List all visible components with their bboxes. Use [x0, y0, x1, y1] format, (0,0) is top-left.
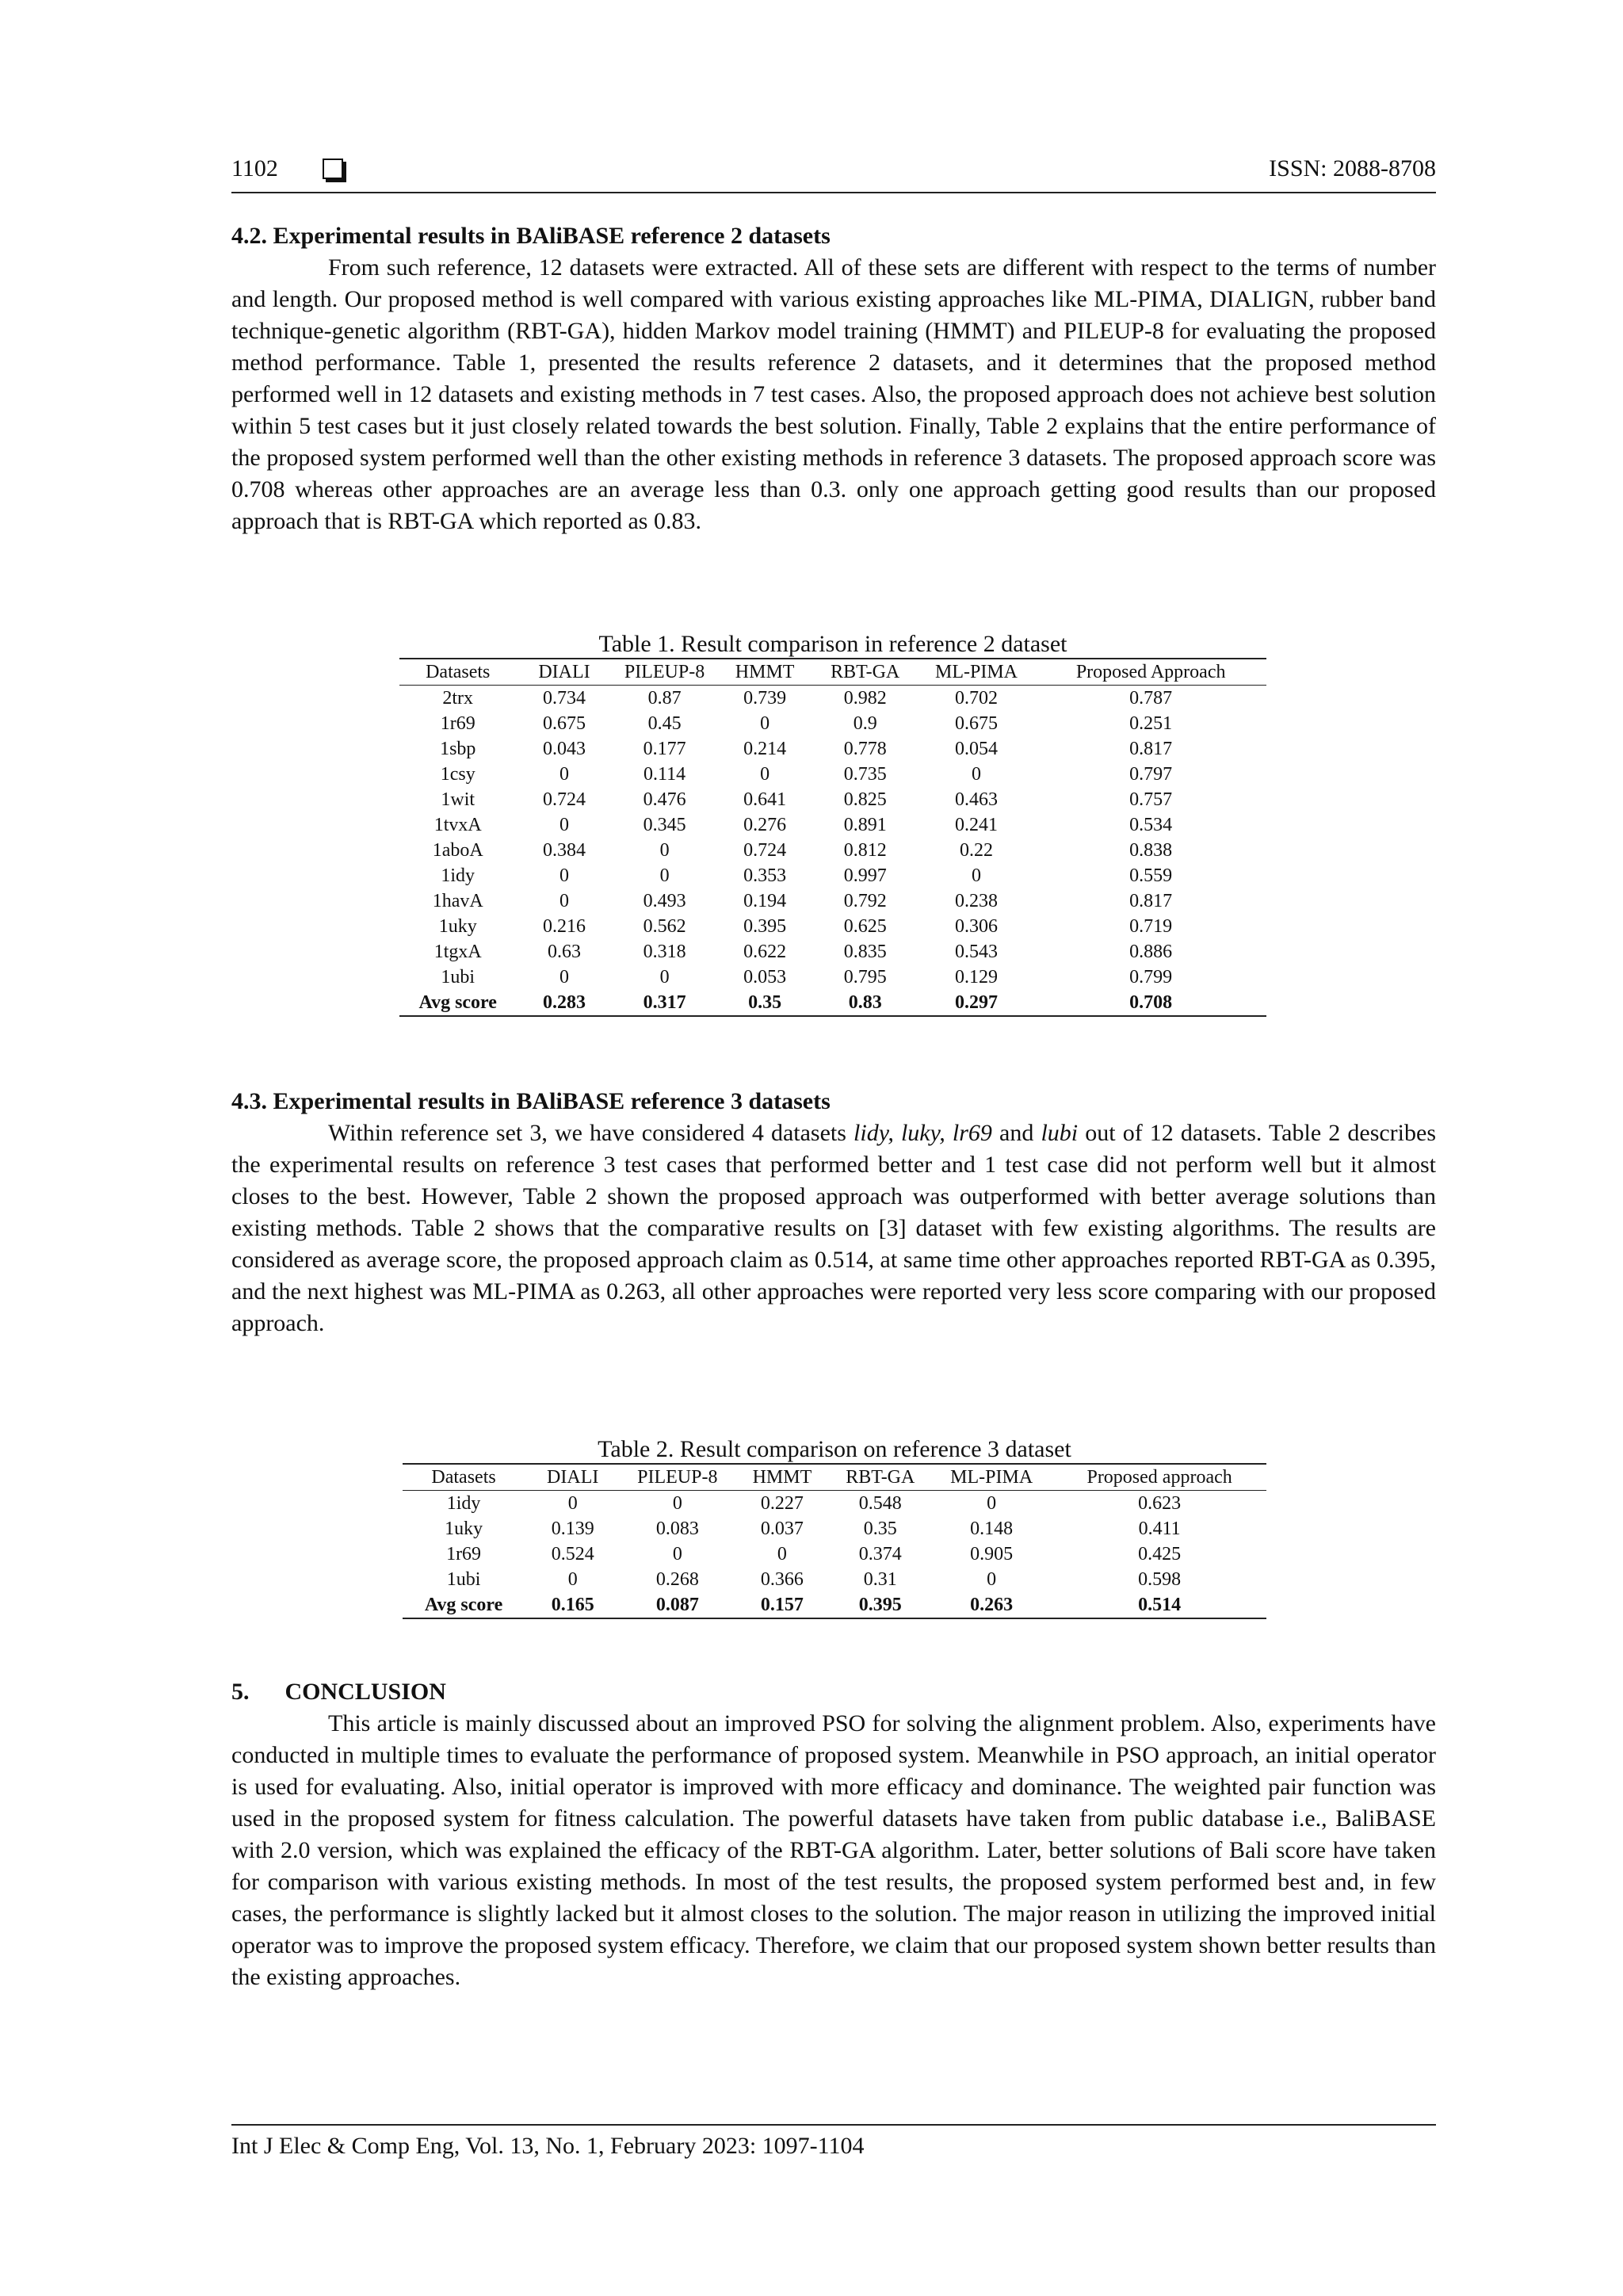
score-cell: 0 — [987, 1493, 997, 1514]
score-cell: 0.817 — [1129, 739, 1173, 759]
score-cell: 0.87 — [647, 688, 682, 709]
score-cell: 0.216 — [543, 916, 586, 937]
dataset-name-cell: 2trx — [442, 688, 474, 709]
average-score-cell: 0.83 — [848, 992, 882, 1013]
score-cell: 0 — [760, 713, 770, 734]
score-cell: 0.35 — [863, 1519, 897, 1539]
score-cell: 0.366 — [760, 1569, 804, 1590]
score-cell: 0.724 — [743, 840, 787, 861]
table-row — [399, 686, 1266, 712]
score-cell: 0.562 — [643, 916, 686, 937]
score-cell: 0.9 — [853, 713, 877, 734]
score-cell: 0.114 — [643, 764, 686, 785]
score-cell: 0.905 — [970, 1544, 1014, 1564]
dataset-name-cell: 1r69 — [440, 713, 475, 734]
score-cell: 0.054 — [955, 739, 998, 759]
score-cell: 0.982 — [843, 688, 887, 709]
average-score-cell: 0.514 — [1138, 1595, 1182, 1615]
score-cell: 0.241 — [955, 815, 998, 835]
average-score-cell: 0.157 — [760, 1595, 804, 1615]
score-cell: 0.45 — [647, 713, 682, 734]
table-1-grid — [399, 658, 1266, 1017]
table-row — [399, 939, 1266, 965]
score-cell: 0.251 — [1129, 713, 1173, 734]
journal-citation: Int J Elec & Comp Eng, Vol. 13, No. 1, February 2023: 1097-1104 — [231, 2133, 865, 2159]
table-row — [403, 1516, 1266, 1541]
score-cell: 0 — [672, 1544, 682, 1564]
score-cell: 0.702 — [955, 688, 998, 709]
score-cell: 0.318 — [643, 942, 686, 962]
table-row — [399, 863, 1266, 888]
table-2 — [403, 1436, 1266, 1619]
score-cell: 0.787 — [1129, 688, 1173, 709]
score-cell: 0.425 — [1138, 1544, 1182, 1564]
score-cell: 0 — [972, 764, 981, 785]
score-cell: 0.838 — [1129, 840, 1173, 861]
average-score-row — [403, 1592, 1266, 1618]
table-2-grid — [403, 1463, 1266, 1619]
score-cell: 0.306 — [955, 916, 998, 937]
score-cell: 0.735 — [843, 764, 887, 785]
score-cell: 0.641 — [743, 789, 787, 810]
score-cell: 0.083 — [655, 1519, 699, 1539]
score-cell: 0.598 — [1138, 1569, 1182, 1590]
score-cell: 0.395 — [743, 916, 787, 937]
dataset-name-cell: 1idy — [441, 865, 475, 886]
dataset-name-cell: 1tgxA — [433, 942, 482, 962]
score-cell: 0.043 — [543, 739, 586, 759]
average-score-cell: 0.283 — [543, 992, 586, 1013]
score-cell: 0.037 — [760, 1519, 804, 1539]
score-cell: 0.792 — [843, 891, 887, 911]
average-score-cell: 0.395 — [858, 1595, 902, 1615]
column-header: PILEUP-8 — [613, 659, 717, 686]
score-cell: 0.625 — [843, 916, 887, 937]
average-score-cell: 0.297 — [955, 992, 998, 1013]
table-row — [399, 838, 1266, 863]
column-header: ML-PIMA — [918, 659, 1036, 686]
square-bullet-icon — [323, 159, 343, 179]
score-cell: 0.345 — [643, 815, 686, 835]
column-header: PILEUP-8 — [621, 1464, 734, 1491]
score-cell: 0.524 — [551, 1544, 594, 1564]
score-cell: 0.543 — [955, 942, 998, 962]
score-cell: 0.411 — [1138, 1519, 1181, 1539]
column-header: ML-PIMA — [930, 1464, 1052, 1491]
score-cell: 0.353 — [743, 865, 787, 886]
average-label-cell: Avg score — [418, 992, 497, 1013]
dataset-name-cell: 1csy — [440, 764, 475, 785]
table-header-row — [399, 659, 1266, 686]
score-cell: 0.374 — [858, 1544, 902, 1564]
column-header: HMMT — [734, 1464, 830, 1491]
score-cell: 0.817 — [1129, 891, 1173, 911]
score-cell: 0.493 — [643, 891, 686, 911]
score-cell: 0.835 — [843, 942, 887, 962]
score-cell: 0.227 — [760, 1493, 804, 1514]
table-row — [403, 1567, 1266, 1592]
score-cell: 0.139 — [551, 1519, 594, 1539]
average-score-cell: 0.263 — [970, 1595, 1014, 1615]
column-header: RBT-GA — [813, 659, 918, 686]
conclusion-paragraph: This article is mainly discussed about an improved PSO for solving the alignment problem. Also, experiments have conducted in multiple times to evaluate the performance of proposed system. Meanwhile in PSO approach, an initial operator is used for evaluating. Also, initial operator is improved with more efficacy and dominance. The weighted pair function was used in the proposed system for fitness calculation. The powerful datasets have taken from public database i.e., BaliBASE with 2.0 version, which was explained the efficacy of the RBT-GA algorithm. Later, better solutions of Bali score have taken for comparison with various existing methods. In most of the test results, the proposed system performed best and, in few cases, the performance is slightly lacked but it almost closes to the solution. The major reason in utilizing the improved initial operator was to improve the proposed system efficacy. Therefore, we claim that our proposed system shown better results than the existing approaches. — [231, 1710, 1436, 1990]
column-header: Datasets — [403, 1464, 525, 1491]
score-cell: 0.534 — [1129, 815, 1173, 835]
column-header: Datasets — [399, 659, 516, 686]
score-cell: 0.778 — [843, 739, 887, 759]
dataset-name-italic: lubi — [1041, 1120, 1079, 1146]
score-cell: 0.238 — [955, 891, 998, 911]
average-score-row — [399, 990, 1266, 1016]
score-cell: 0 — [777, 1544, 787, 1564]
table-row — [399, 812, 1266, 838]
score-cell: 0.194 — [743, 891, 787, 911]
table-1-caption: Table 1. Result comparison in reference 2 dataset — [598, 631, 1067, 657]
dataset-name-cell: 1ubi — [441, 967, 475, 988]
score-cell: 0.812 — [843, 840, 887, 861]
score-cell: 0 — [659, 840, 670, 861]
dataset-name-cell: 1sbp — [440, 739, 476, 759]
score-cell: 0.799 — [1129, 967, 1173, 988]
table-row — [403, 1491, 1266, 1517]
table-row — [399, 965, 1266, 990]
table-2-caption: Table 2. Result comparison on reference 3 dataset — [598, 1436, 1071, 1462]
score-cell: 0 — [659, 865, 670, 886]
average-score-cell: 0.317 — [643, 992, 686, 1013]
score-cell: 0.734 — [543, 688, 586, 709]
column-header: Proposed Approach — [1035, 659, 1266, 686]
dataset-name-cell: 1havA — [432, 891, 483, 911]
score-cell: 0 — [760, 764, 770, 785]
score-cell: 0.675 — [955, 713, 998, 734]
score-cell: 0.997 — [843, 865, 887, 886]
issn: ISSN: 2088-8708 — [1269, 155, 1436, 181]
page-number: 1102 — [231, 155, 278, 181]
score-cell: 0 — [567, 1569, 578, 1590]
average-label-cell: Avg score — [424, 1595, 503, 1615]
score-cell: 0 — [567, 1493, 578, 1514]
score-cell: 0 — [659, 967, 670, 988]
score-cell: 0 — [559, 815, 569, 835]
score-cell: 0.559 — [1129, 865, 1173, 886]
section-heading-conclusion: 5. CONCLUSION — [231, 1679, 446, 1705]
dataset-name-cell: 1uky — [445, 1519, 483, 1539]
column-header: DIALI — [516, 659, 612, 686]
dataset-name-cell: 1aboA — [432, 840, 483, 861]
score-cell: 0 — [559, 764, 569, 785]
average-score-cell: 0.35 — [748, 992, 782, 1013]
column-header: Proposed approach — [1052, 1464, 1266, 1491]
score-cell: 0 — [559, 891, 569, 911]
dataset-name-cell: 1ubi — [446, 1569, 481, 1590]
score-cell: 0.623 — [1138, 1493, 1182, 1514]
score-cell: 0 — [972, 865, 981, 886]
score-cell: 0.053 — [743, 967, 787, 988]
table-row — [399, 787, 1266, 812]
average-score-cell: 0.087 — [655, 1595, 699, 1615]
table-row — [399, 888, 1266, 914]
score-cell: 0.63 — [548, 942, 581, 962]
score-cell: 0 — [987, 1569, 997, 1590]
column-header: DIALI — [525, 1464, 621, 1491]
table-row — [403, 1541, 1266, 1567]
score-cell: 0.675 — [543, 713, 586, 734]
paragraph-text: out of 12 datasets. Table 2 describes the experimental results on reference 3 test cases that performed better and 1 test case did not perform well but it almost closes to the best. However, Table 2 shown the proposed approach was outperformed with better average solutions than existing methods. Table 2 shows that the comparative results on [3] dataset with few existing algorithms. The results are considered as average score, the proposed approach claim as 0.514, at same time other approaches reported RBT-GA as 0.395, and the next highest was ML-PIMA as 0.263, all other approaches were reported very less score comparing with our proposed approach. — [231, 1120, 1436, 1336]
score-cell: 0 — [559, 865, 569, 886]
score-cell: 0.177 — [643, 739, 686, 759]
paper-page — [231, 0, 1436, 2296]
score-cell: 0.384 — [543, 840, 586, 861]
score-cell: 0.825 — [843, 789, 887, 810]
page-header — [231, 154, 1436, 193]
table-row — [399, 736, 1266, 762]
score-cell: 0.719 — [1129, 916, 1173, 937]
score-cell: 0.797 — [1129, 764, 1173, 785]
paragraph-text: and — [991, 1120, 1041, 1146]
score-cell: 0.739 — [743, 688, 787, 709]
score-cell: 0 — [559, 967, 569, 988]
score-cell: 0.548 — [858, 1493, 902, 1514]
score-cell: 0.276 — [743, 815, 787, 835]
dataset-name-cell: 1r69 — [446, 1544, 482, 1564]
dataset-name-cell: 1tvxA — [433, 815, 482, 835]
score-cell: 0.622 — [743, 942, 787, 962]
score-cell: 0.463 — [955, 789, 998, 810]
table-1 — [399, 631, 1266, 1017]
dataset-names-italic: lidy, luky, lr69 — [854, 1120, 992, 1146]
score-cell: 0.268 — [655, 1569, 699, 1590]
page-footer — [231, 2124, 1436, 2162]
table-row — [399, 711, 1266, 736]
score-cell: 0.476 — [643, 789, 686, 810]
section-heading-4-2: 4.2. Experimental results in BAliBASE reference 2 datasets — [231, 223, 831, 249]
dataset-name-cell: 1uky — [438, 916, 477, 937]
section-4-3-paragraph — [231, 1117, 1436, 1339]
section-4-2-paragraph: From such reference, 12 datasets were extracted. All of these sets are different with respect to the terms of number and length. Our proposed method is well compared with various existing approaches like ML-PIMA, DIALIGN, rubber band technique-genetic algorithm (RBT-GA), hidden Markov model training (HMMT) and PILEUP-8 for evaluating the proposed method performance. Table 1, presented the results reference 2 datasets, and it determines that the proposed method performed well in 12 datasets and existing methods in 7 test cases. Also, the proposed approach does not achieve best solution within 5 test cases but it just closely related towards the best solution. Finally, Table 2 explains that the entire performance of the proposed system performed well than the other existing methods in reference 3 datasets. The proposed approach score was 0.708 whereas other approaches are an average less than 0.3. only one approach getting good results than our proposed approach that is RBT-GA which reported as 0.83. — [231, 254, 1436, 534]
column-header: HMMT — [717, 659, 813, 686]
score-cell: 0.148 — [970, 1519, 1014, 1539]
score-cell: 0.886 — [1129, 942, 1173, 962]
score-cell: 0.31 — [863, 1569, 897, 1590]
score-cell: 0.795 — [843, 967, 887, 988]
table-row — [399, 914, 1266, 939]
table-row — [399, 762, 1266, 787]
score-cell: 0.129 — [955, 967, 998, 988]
average-score-cell: 0.165 — [551, 1595, 594, 1615]
score-cell: 0.757 — [1129, 789, 1173, 810]
score-cell: 0 — [672, 1493, 682, 1514]
table-header-row — [403, 1464, 1266, 1491]
dataset-name-cell: 1wit — [441, 789, 475, 810]
score-cell: 0.214 — [743, 739, 787, 759]
section-heading-4-3: 4.3. Experimental results in BAliBASE reference 3 datasets — [231, 1088, 831, 1114]
score-cell: 0.891 — [843, 815, 887, 835]
paragraph-text: Within reference set 3, we have considered 4 datasets — [328, 1120, 854, 1146]
average-score-cell: 0.708 — [1129, 992, 1173, 1013]
score-cell: 0.724 — [543, 789, 586, 810]
score-cell: 0.22 — [960, 840, 993, 861]
column-header: RBT-GA — [830, 1464, 930, 1491]
dataset-name-cell: 1idy — [446, 1493, 481, 1514]
